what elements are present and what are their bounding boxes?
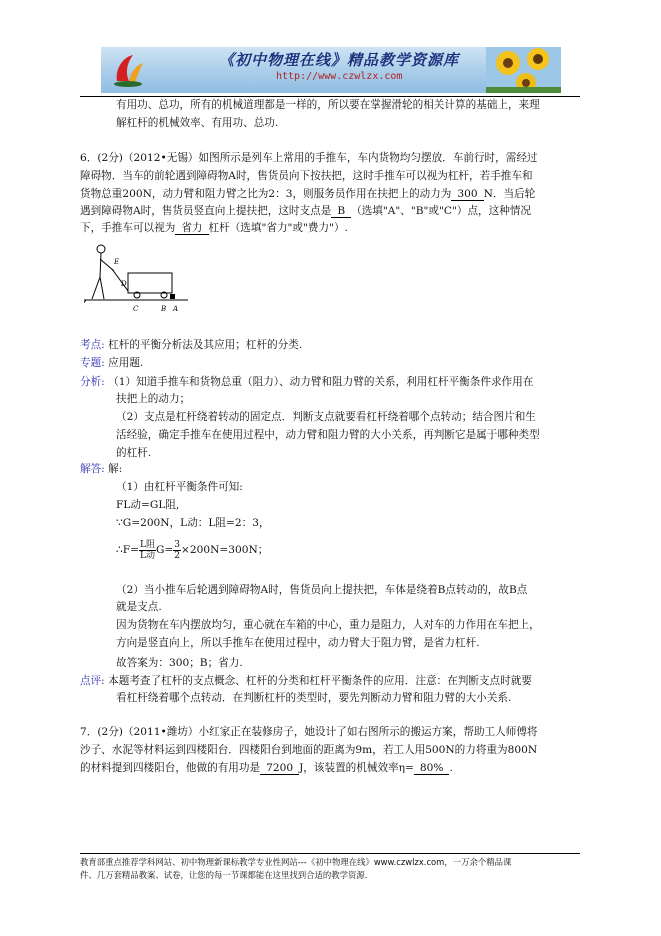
fenxi-label: 分析:	[80, 376, 105, 388]
equation-line: ∴F= $\frac{\text{L阻}}{\text{L动}}$ G= $\frac{3}{2}$ ×200N=300N；	[116, 539, 269, 561]
dianping-line: 看杠杆绕着哪个点转动．在判断杠杆的类型时，要先判断动力臂和阻力臂的大小关系.	[116, 692, 512, 704]
solution-line: 因为货物在车内摆放均匀，重心就在车箱的中心，重力是阻力，人对车的力作用在车把上，	[116, 619, 540, 631]
q7-line: 沙子、水泥等材料运到四楼阳台．四楼阳台到地面的距离为9m，若工人用500N的力将重为800N	[80, 744, 538, 756]
q6-line: 障碍物．当车的前轮遇到障碍物A时，售货员向下按扶把，这时手推车可以视为杠杆，若手推车和	[80, 170, 533, 182]
point-label-b: B	[161, 305, 167, 313]
intro-line: 有用功、总功，所有的机械道理都是一样的，所以要在掌握滑轮的相关计算的基础上，来理	[116, 99, 540, 111]
intro-line: 解杠杆的机械效率、有用功、总功.	[116, 117, 279, 129]
point-label-d: D	[121, 280, 127, 288]
q6-line: 下，手推车可以视为 省力 杠杆（选填"省力"或"费力"）.	[80, 222, 348, 234]
answer-line: 故答案为：300；B；省力.	[116, 657, 243, 669]
jieda-label: 解答:	[80, 463, 105, 475]
fraction-three-halves: $\frac{3}{2}$	[174, 539, 181, 561]
dianping-label: 点评:	[80, 675, 105, 687]
q7-answer-useful-work: 7200	[260, 762, 299, 775]
zhuanti-label: 专题:	[80, 357, 105, 369]
jieda-row: 解答: 解:	[80, 463, 123, 475]
header-rule	[80, 96, 580, 97]
solution-line: （1）由杠杆平衡条件可知:	[116, 481, 243, 493]
point-label-c: C	[133, 305, 139, 313]
fraction-arm-ratio: $\frac{\text{L阻}}{\text{L动}}$	[139, 539, 155, 561]
q6-line: 货物总重200N，动力臂和阻力臂之比为2：3，则服务员作用在扶把上的动力为 300 N．当后轮	[80, 188, 536, 200]
point-label-e: E	[114, 258, 120, 266]
footer-rule	[80, 853, 580, 854]
cart-figure	[84, 243, 194, 319]
header-banner	[101, 47, 561, 93]
q6-answer-force: 300	[451, 188, 483, 201]
site-url[interactable]: http://www.czwlzx.com	[276, 71, 403, 82]
q7-line: 7．(2分)（2011•潍坊）小红家正在装修房子，她设计了如右图所示的搬运方案，帮助工人师傅将	[80, 726, 538, 738]
q7-line: 的材料提到四楼阳台，他做的有用功是 7200 J，该装置的机械效率η= 80% .	[80, 762, 453, 774]
sunflower-decoration-icon	[486, 47, 561, 93]
q6-line: 6．(2分)（2012•无锡）如图所示是列车上常用的手推车，车内货物均匀摆放．车前行时，需经过	[80, 152, 538, 164]
q6-line: 遇到障碍物A时，售货员竖直向上提扶把，这时支点是 B （选填"A"、"B"或"C"）点，这种情况	[80, 205, 532, 217]
solution-line: 方向是竖直向上，所以手推车在使用过程中，动力臂大于阻力臂，是省力杠杆.	[116, 637, 480, 649]
fenxi-row: 分析: （1）知道手推车和货物总重（阻力）、动力臂和阻力臂的关系，利用杠杆平衡条件求作用在	[80, 376, 534, 388]
q6-answer-fulcrum: B	[331, 205, 351, 218]
q7-answer-efficiency: 80%	[414, 762, 450, 775]
dianping-row: 点评: 本题考查了杠杆的支点概念、杠杆的分类和杠杆平衡条件的应用．注意：在判断支点时就要	[80, 675, 532, 687]
point-label-a: A	[173, 305, 179, 313]
equation-line: FL动=GL阻,	[116, 499, 180, 511]
equation-line: ∵G=200N，L动：L阻=2：3，	[116, 517, 270, 529]
fenxi-line: 扶把上的动力；	[116, 393, 191, 405]
kaodian-label: 考点:	[80, 339, 105, 351]
zhuanti-row: 专题: 应用题.	[80, 357, 144, 369]
footer-line: 教育部重点推荐学科网站、初中物理新课标教学专业性网站---《初中物理在线》www.czwlzx.com，一万余个精品课	[80, 857, 512, 867]
fenxi-line: 活经验，确定手推车在使用过程中，动力臂和阻力臂的大小关系，再判断它是属于哪种类型	[116, 429, 540, 441]
fenxi-line: （2）支点是杠杆绕着转动的固定点．判断支点就要看杠杆绕着哪个点转动；结合图片和生	[116, 411, 536, 423]
kaodian-row: 考点: 杠杆的平衡分析法及其应用；杠杆的分类.	[80, 339, 303, 351]
site-title: 《初中物理在线》精品教学资源库	[219, 51, 460, 69]
solution-line: 就是支点.	[116, 601, 162, 613]
q6-answer-lever-type: 省力	[175, 222, 208, 235]
fenxi-line: 的杠杆.	[116, 447, 152, 459]
footer-line: 件、几万套精品教案、试卷，让您的每一节课都能在这里找到合适的教学资源.	[80, 870, 368, 880]
site-logo-icon	[109, 51, 147, 89]
solution-line: （2）当小推车后轮遇到障碍物A时，售货员向上提扶把，车体是绕着B点转动的，故B点	[116, 584, 528, 596]
